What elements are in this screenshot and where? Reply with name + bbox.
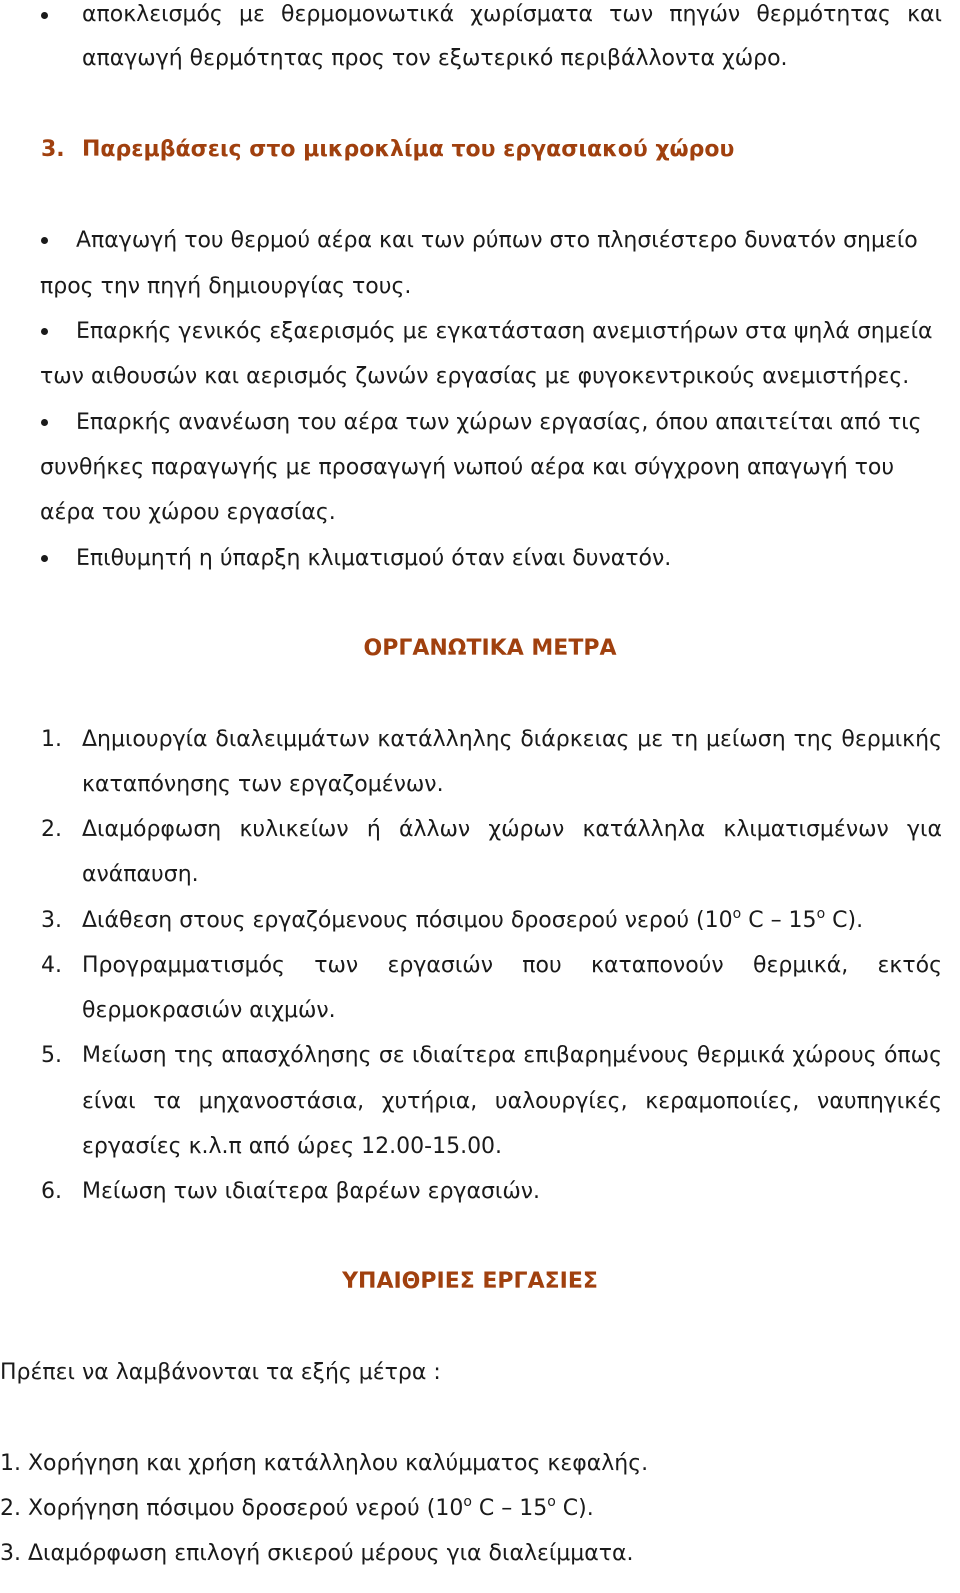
org-item1-number: 1. (41, 727, 62, 752)
org-item2-line2: ανάπαυση. (82, 862, 199, 887)
s3-bullet1-line2: προς την πηγή δημιουργίας τους. (40, 274, 412, 299)
s3-bullet4-line1: Επιθυμητή η ύπαρξη κλιματισμού όταν είναι δυνατόν. (76, 546, 672, 571)
outdoor-item2-mid: C – 15 (471, 1496, 548, 1521)
s3-bullet2-line1: Επαρκής γενικός εξαερισμός με εγκατάσταση ανεμιστήρων στα ψηλά σημεία (76, 319, 933, 344)
intro-bullet-line2: απαγωγή θερμότητας προς τον εξωτερικό περιβάλλοντα χώρο. (82, 46, 788, 71)
org-item2-line1: Διαμόρφωση κυλικείων ή άλλων χώρων κατάλληλα κλιματισμένων για (82, 817, 942, 842)
outdoor-intro: Πρέπει να λαμβάνονται τα εξής μέτρα : (0, 1360, 441, 1385)
degree-sup: ο (816, 906, 826, 922)
outdoor-heading: ΥΠΑΙΘΡΙΕΣ ΕΡΓΑΣΙΕΣ (342, 1269, 598, 1294)
degree-sup: ο (547, 1494, 556, 1510)
outdoor-item2-post: C). (555, 1496, 594, 1521)
s3-bullet1-line1: Απαγωγή του θερμού αέρα και των ρύπων στο πλησιέστερο δυνατόν σημείο (76, 228, 918, 253)
org-item3-text-mid: C – 15 (741, 908, 817, 933)
org-item5-line3: εργασίες κ.λ.π από ώρες 12.00-15.00. (82, 1134, 503, 1159)
section3-number: 3. (41, 137, 65, 162)
degree-sup: ο (463, 1494, 472, 1510)
s3-bullet2-line2: των αιθουσών και αερισμός ζωνών εργασίας με φυγοκεντρικούς ανεμιστήρες. (40, 364, 910, 389)
s3-bullet3-line3: αέρα του χώρου εργασίας. (40, 500, 336, 525)
bullet-icon (41, 555, 48, 562)
org-item5-line1: Μείωση της απασχόλησης σε ιδιαίτερα επιβαρημένους θερμικά χώρους όπως (82, 1043, 942, 1068)
org-item6-number: 6. (41, 1179, 62, 1204)
s3-bullet3-line2: συνθήκες παραγωγής με προσαγωγή νωπού αέρα και σύγχρονη απαγωγή του (40, 455, 895, 480)
org-item1-line1: Δημιουργία διαλειμμάτων κατάλληλης διάρκειας με τη μείωση της θερμικής (82, 727, 942, 752)
org-item4-line2: θερμοκρασιών αιχμών. (82, 998, 336, 1023)
org-item3-text-post: C). (825, 908, 864, 933)
org-item5-number: 5. (41, 1043, 62, 1068)
organizational-heading: ΟΡΓΑΝΩΤΙΚΑ ΜΕΤΡΑ (363, 636, 617, 661)
bullet-icon (41, 237, 48, 244)
bullet-icon (41, 419, 48, 426)
outdoor-item1: 1. Χορήγηση και χρήση κατάλληλου καλύμματος κεφαλής. (0, 1451, 649, 1476)
org-item2-number: 2. (41, 817, 62, 842)
section3-title: Παρεμβάσεις στο μικροκλίμα του εργασιακού χώρου (82, 137, 735, 162)
org-item6-line1: Μείωση των ιδιαίτερα βαρέων εργασιών. (82, 1179, 541, 1204)
org-item5-line2: είναι τα μηχανοστάσια, χυτήρια, υαλουργίες, κεραμοποιίες, ναυπηγικές (82, 1089, 942, 1114)
bullet-icon (41, 12, 48, 19)
org-item3-number: 3. (41, 908, 62, 933)
org-item3-text-pre: Διάθεση στους εργαζόμενους πόσιμου δροσερού νερού (10 (82, 908, 733, 933)
outdoor-item2 (0, 1494, 594, 1524)
intro-bullet-line1: αποκλεισμός με θερμομονωτικά χωρίσματα των πηγών θερμότητας και (82, 2, 942, 27)
org-item4-line1: Προγραμματισμός των εργασιών που καταπονούν θερμικά, εκτός (82, 953, 942, 978)
bullet-icon (41, 328, 48, 335)
org-item4-number: 4. (41, 953, 62, 978)
s3-bullet3-line1: Επαρκής ανανέωση του αέρα των χώρων εργασίας, όπου απαιτείται από τις (76, 410, 922, 435)
outdoor-item3: 3. Διαμόρφωση επιλογή σκιερού μέρους για διαλείμματα. (0, 1541, 634, 1566)
degree-sup: ο (732, 906, 742, 922)
org-item3-line1 (82, 906, 863, 936)
org-item1-line2: καταπόνησης των εργαζομένων. (82, 772, 444, 797)
outdoor-item2-pre: 2. Χορήγηση πόσιμου δροσερού νερού (10 (0, 1496, 464, 1521)
